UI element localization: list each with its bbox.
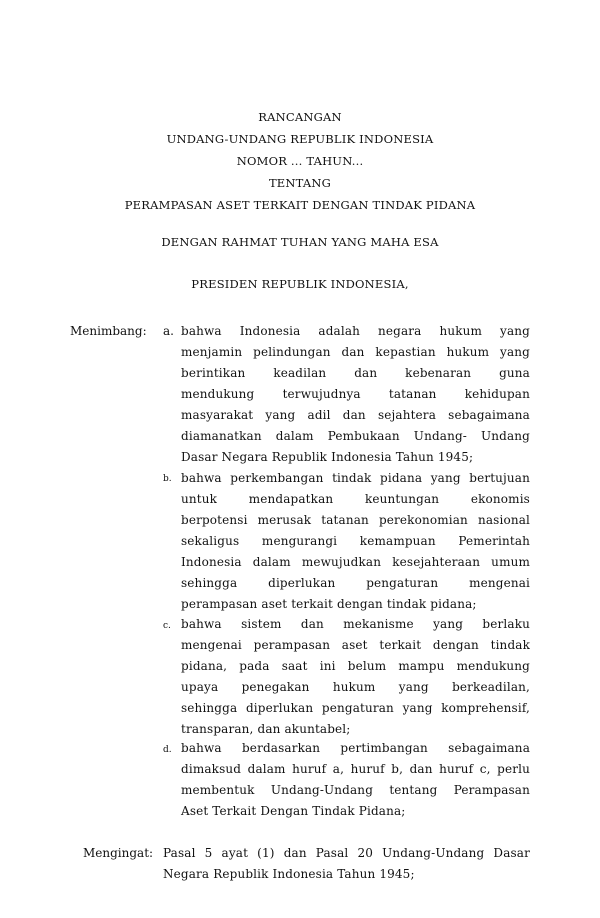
mengingat-line: Pasal 5 ayat (1) dan Pasal 20 Undang-Undang Dasar — [163, 846, 530, 860]
item-a-line: berintikan keadilan dan kebenaran guna — [181, 366, 530, 380]
item-a-letter: a. — [163, 324, 174, 338]
mengingat-label: Mengingat: — [83, 846, 154, 860]
menimbang-item-b — [181, 468, 530, 615]
item-b-line: bahwa perkembangan tindak pidana yang bertujuan — [181, 471, 530, 485]
item-a-line: menjamin pelindungan dan kepastian hukum yang — [181, 345, 530, 359]
title-subject: PERAMPASAN ASET TERKAIT DENGAN TINDAK PIDANA — [124, 198, 476, 212]
item-b-line: sehingga diperlukan pengaturan mengenai — [181, 576, 530, 590]
item-d-line: bahwa berdasarkan pertimbangan sebagaimana — [181, 741, 530, 755]
item-c-line: upaya penegakan hukum yang berkeadilan, — [181, 680, 530, 694]
president-text: PRESIDEN REPUBLIK INDONESIA, — [191, 277, 409, 291]
item-b-line: sekaligus mengurangi kemampuan Pemerintah — [181, 534, 530, 548]
item-b-line: berpotensi merusak tatanan perekonomian nasional — [181, 513, 530, 527]
blessing-line — [0, 231, 600, 253]
item-b-line: perampasan aset terkait dengan tindak pidana; — [181, 597, 477, 611]
title-undang-undang: UNDANG-UNDANG REPUBLIK INDONESIA — [166, 132, 434, 146]
item-a-line: diamanatkan dalam Pembukaan Undang- Undang — [181, 429, 530, 443]
item-d-line: dimaksud dalam huruf a, huruf b, dan huruf c, perlu — [181, 762, 530, 776]
item-c-line: transparan, dan akuntabel; — [181, 722, 351, 736]
president-line — [0, 273, 600, 295]
title-tentang: TENTANG — [268, 176, 332, 190]
title-rancangan: RANCANGAN — [258, 110, 342, 124]
item-a-line: Dasar Negara Republik Indonesia Tahun 1945; — [181, 450, 474, 464]
item-b-line: untuk mendapatkan keuntungan ekonomis — [181, 492, 530, 506]
menimbang-label: Menimbang: — [70, 324, 147, 338]
menimbang-item-a — [181, 321, 530, 468]
item-b-letter: b. — [163, 474, 172, 484]
document-title-block — [0, 106, 600, 216]
blessing-text: DENGAN RAHMAT TUHAN YANG MAHA ESA — [161, 235, 439, 249]
item-c-letter: c. — [163, 621, 171, 631]
title-nomor: NOMOR ... TAHUN... — [236, 154, 364, 168]
item-b-line: Indonesia dalam mewujudkan kesejahteraan umum — [181, 555, 530, 569]
mengingat-text — [163, 843, 530, 885]
item-d-line: Aset Terkait Dengan Tindak Pidana; — [181, 804, 406, 818]
item-c-line: sehingga diperlukan pengaturan yang komprehensif, — [181, 701, 530, 715]
item-d-line: membentuk Undang-Undang tentang Perampasan — [181, 783, 530, 797]
menimbang-item-c — [181, 614, 530, 740]
item-a-line: masyarakat yang adil dan sejahtera sebagaimana — [181, 408, 530, 422]
item-c-line: pidana, pada saat ini belum mampu mendukung — [181, 659, 530, 673]
item-a-line: mendukung terwujudnya tatanan kehidupan — [181, 387, 530, 401]
item-d-letter: d. — [163, 745, 172, 755]
menimbang-item-d — [181, 738, 530, 822]
item-c-line: mengenai perampasan aset terkait dengan tindak — [181, 638, 530, 652]
item-a-line: bahwa Indonesia adalah negara hukum yang — [181, 324, 530, 338]
mengingat-line: Negara Republik Indonesia Tahun 1945; — [163, 867, 415, 881]
item-c-line: bahwa sistem dan mekanisme yang berlaku — [181, 617, 530, 631]
